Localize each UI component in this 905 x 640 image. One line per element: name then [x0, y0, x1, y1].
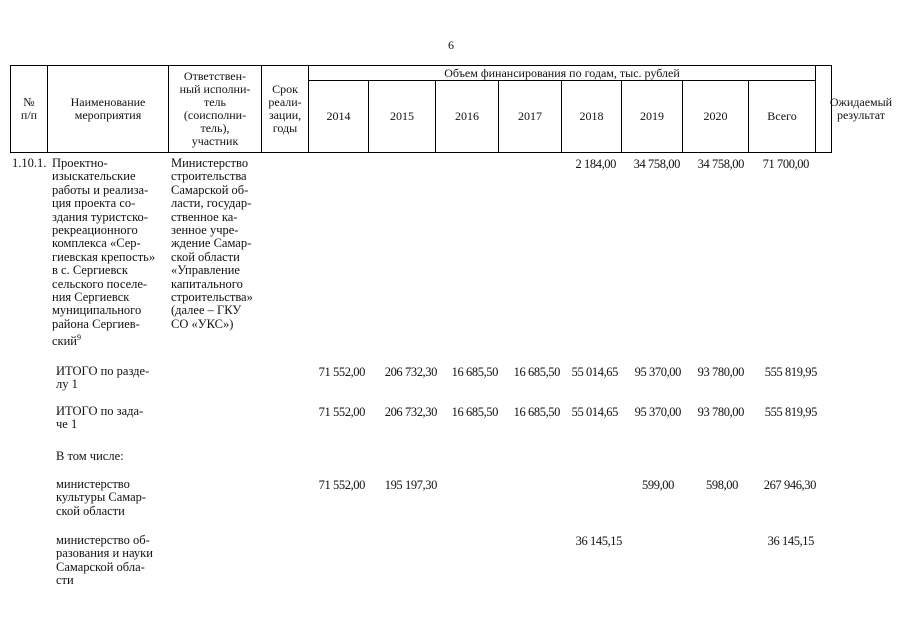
header-result: Ожидаемый результат	[829, 95, 893, 122]
value-2014: 71 552,00	[318, 478, 365, 492]
header-total: Всего	[767, 109, 797, 123]
row-number: 1.10.1.	[12, 156, 47, 170]
value-total: 555 819,95	[764, 365, 817, 379]
footnote-mark: 9	[77, 333, 81, 343]
value-2020: 34 758,00	[697, 157, 744, 171]
value-2019: 95 370,00	[634, 365, 681, 379]
value-2018: 2 184,00	[575, 157, 616, 171]
value-2014: 71 552,00	[318, 405, 365, 419]
value-2019: 95 370,00	[634, 405, 681, 419]
header-year: 2020	[703, 109, 728, 123]
value-2017: 16 685,50	[513, 365, 560, 379]
value-total: 71 700,00	[762, 157, 809, 171]
value-2016: 16 685,50	[451, 365, 498, 379]
value-2020: 93 780,00	[697, 405, 744, 419]
row-name: ИТОГО по разде- лу 1	[56, 364, 150, 392]
row-name: ИТОГО по зада- че 1	[56, 404, 144, 432]
header-bottom-border	[10, 152, 832, 153]
row-name: В том числе:	[56, 449, 124, 463]
header-year: 2017	[518, 109, 542, 123]
header-no: № п/п	[20, 95, 38, 122]
header-year: 2018	[579, 109, 604, 123]
row-name: министерство об- разования и науки Самарской обла- сти	[56, 533, 153, 588]
header-funding: Объем финансирования по годам, тыс. рублей	[444, 65, 680, 80]
value-2015: 206 732,30	[384, 365, 437, 379]
value-total: 555 819,95	[764, 405, 817, 419]
value-2015: 195 197,30	[384, 478, 437, 492]
table-header	[10, 65, 893, 153]
header-name: Наименование мероприятия	[70, 95, 146, 122]
value-2017: 16 685,50	[513, 405, 560, 419]
page-number: 6	[448, 38, 454, 52]
value-2020: 598,00	[706, 478, 738, 492]
header-year: 2019	[640, 109, 664, 123]
value-total: 267 946,30	[763, 478, 816, 492]
value-2019: 34 758,00	[633, 157, 680, 171]
value-total: 36 145,15	[767, 534, 814, 548]
value-2018: 55 014,65	[571, 365, 618, 379]
value-2018: 55 014,65	[571, 405, 618, 419]
value-2020: 93 780,00	[697, 365, 744, 379]
header-responsible: Ответствен- ный исполни- тель (соисполни- тель), участник	[179, 69, 251, 148]
value-2019: 599,00	[642, 478, 674, 492]
row-name-text: Проектно- изыскательские работы и реализа- ция проекта со- здания туристско- рекреационного комплекса «Сер- гиевская крепость» в с. Сергиевск сельского поселе- ния Сергиевск муниципального района Сергиев- ский	[52, 156, 156, 349]
value-2015: 206 732,30	[384, 405, 437, 419]
value-2014: 71 552,00	[318, 365, 365, 379]
header-year: 2015	[390, 109, 414, 123]
row-responsible: Министерство строительства Самарской об- ласти, государ- ственное ка- зенное учре- ждение Самар- ской области «Управление капитального строительства» (далее – ГКУ СО «УКС»)	[171, 156, 253, 331]
value-2018: 36 145,15	[575, 534, 622, 548]
header-year: 2016	[455, 109, 479, 123]
row-name: министерство культуры Самар- ской области	[56, 477, 147, 518]
row-name	[52, 157, 155, 349]
value-2016: 16 685,50	[451, 405, 498, 419]
header-term: Срок реали- зации, годы	[268, 82, 302, 135]
header-year: 2014	[326, 109, 351, 123]
